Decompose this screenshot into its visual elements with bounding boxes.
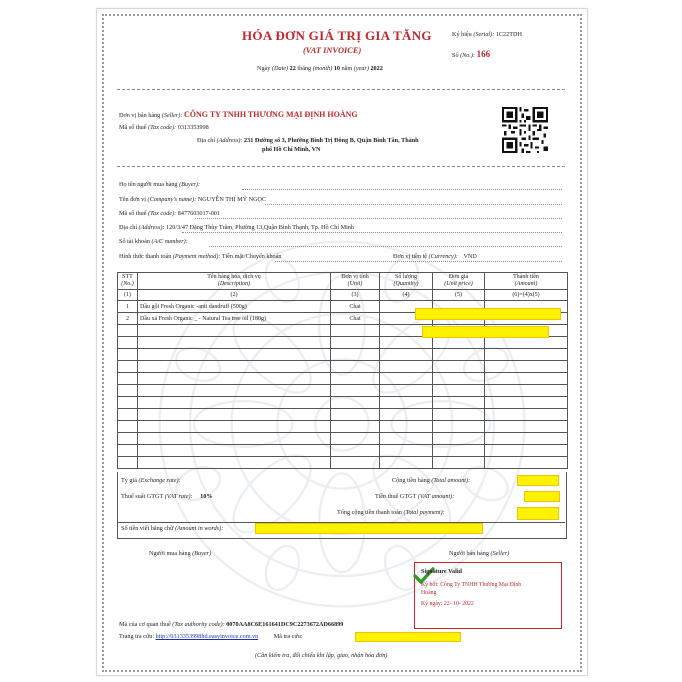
- buyer-account-row: Số tài khoản (A/C number):: [119, 238, 188, 245]
- column-header: Thành tiền (Amount): [485, 273, 568, 290]
- amount-in-words-row: Số tiền viết bằng chữ (Amount in words):: [121, 525, 224, 532]
- buyer-account-dotline: [209, 246, 562, 247]
- vat-rate: 10%: [200, 493, 213, 500]
- total-payment-row: Tổng cộng tiền thanh toán (Total payment):: [337, 509, 445, 516]
- buyer-company: NGUYỄN THỊ MỸ NGỌC: [197, 196, 267, 203]
- header-separator: [117, 89, 565, 90]
- qr-code-icon: [502, 107, 548, 153]
- redacted-total-payment: [517, 507, 559, 520]
- table-numbering-row: (1) (2) (3) (4) (5) (6)=(4)x(5): [118, 290, 568, 301]
- redacted-amount-row1: [415, 308, 561, 320]
- redacted-amount-row2: [422, 326, 549, 338]
- buyer-address-row: Địa chỉ (Address): 120/3/47 Đặng Thùy Trâm, Phường 13,Quận Bình Thạnh, Tp. Hồ Chí Minh: [119, 224, 354, 231]
- invoice-paper: [96, 8, 588, 676]
- payment-method-row: Hình thức thanh toán (Payment method): Tiền mặt/Chuyển khoản: [119, 253, 282, 260]
- table-row: 1 Dầu gội Fresh Organic -anti dandruff (500g) Chai: [118, 301, 568, 313]
- buyer-company-dotline: [265, 204, 562, 205]
- redacted-lookup-code: [355, 632, 461, 642]
- buyer-address-dotline: [182, 232, 562, 233]
- seller-name-row: Đơn vị bán hàng (Seller): CÔNG TY TNHH THƯƠNG MẠI ĐỊNH HOÀNG: [119, 110, 358, 119]
- seller-name: CÔNG TY TNHH THƯƠNG MẠI ĐỊNH HOÀNG: [183, 110, 358, 119]
- signature-date: Ký ngày: 22- 10- 2022: [421, 601, 474, 607]
- tax-authority-row: Mã của cơ quan thuế (Tax authority code): 0070AA8C6E161641DC9C2273672AD66899: [119, 621, 344, 628]
- buyer-signature-label: Người mua hàng (Buyer): [149, 550, 212, 557]
- invoice-year: 2022: [370, 65, 383, 72]
- column-header: STT (No.): [118, 273, 138, 290]
- seller-signature-label: Người bán hàng (Seller): [449, 550, 510, 557]
- items-table: [117, 272, 568, 469]
- invoice-serial: Ký hiệu (Serial): 1C22TDH: [452, 31, 522, 38]
- digital-signature-box: [414, 562, 562, 629]
- column-header: Tên hàng hóa, dịch vụ (Description): [138, 273, 331, 290]
- buyer-name-row: Họ tên người mua hàng (Buyer):: [119, 181, 201, 188]
- redacted-amount-in-words: [255, 523, 483, 534]
- invoice-number: Số (No.): 166: [452, 49, 491, 59]
- total-amount-row: Cộng tiền hàng (Total amount):: [392, 477, 471, 484]
- invoice-date-line: Ngày (Date) 22 tháng (month) 10 năm (year) 2022: [257, 65, 383, 72]
- verification-note: (Cần kiểm tra, đối chiếu khi lập, giao, nhận hóa đơn): [255, 652, 388, 659]
- vat-amount-row: Tiền thuế GTGT (VAT amount):: [375, 493, 455, 500]
- seller-tax-code: 0313353998: [177, 124, 209, 131]
- table-row: 2 Dầu xả Fresh Organic _ - Natural Tea tree oil (180g) Chai: [118, 313, 568, 325]
- lookup-row: Trang tra cứu: http://0313353998hd.easyinvoice.com.vn Mã tra cứu:: [119, 633, 303, 640]
- vat-rate-row: Thuế suất GTGT (VAT rate): 10%: [121, 493, 213, 500]
- tax-authority-code: 0070AA8C6E161641DC9C2273672AD66899: [226, 621, 344, 628]
- invoice-subtitle: (VAT INVOICE): [303, 46, 362, 55]
- invoice-day: 22: [289, 65, 296, 72]
- buyer-tax-dotline: [195, 218, 562, 219]
- signature-valid-title: Signature Valid: [421, 568, 462, 575]
- column-header: Số lượng (Quantity): [380, 273, 433, 290]
- buyer-tax-code: 8477603017-001: [177, 210, 220, 217]
- redacted-vat-amount: [524, 491, 560, 502]
- signature-signer: Ký bởi: Công Ty TNHH Thương Mại Định Hoàng: [421, 582, 522, 596]
- buyer-company-row: Tên đơn vị (Company's name): NGUYỄN THỊ MỸ NGỌC: [119, 196, 267, 203]
- table-header-row: [118, 273, 568, 290]
- seller-separator: [117, 166, 565, 167]
- buyer-name-dotline: [242, 189, 562, 190]
- seller-tax-row: Mã số thuế (Tax code): 0313353998: [119, 124, 209, 131]
- redacted-total-amount: [517, 475, 559, 486]
- currency-row: Đơn vị tiền tệ (Currency): VND: [393, 253, 477, 260]
- buyer-address: 120/3/47 Đặng Thùy Trâm, Phường 13,Quận Bình Thạnh, Tp. Hồ Chí Minh: [166, 224, 354, 231]
- invoice-title: HÓA ĐƠN GIÁ TRỊ GIA TĂNG: [242, 28, 432, 43]
- seller-address-row: Địa chỉ (Address): 231 Đường số 3, Phường Bình Trị Đông B, Quận Bình Tân, Thành phố Hồ Chí Minh, VN: [197, 137, 419, 153]
- currency: VND: [463, 253, 477, 260]
- payment-method: Tiền mặt/Chuyển khoản: [221, 253, 282, 260]
- column-header: Đơn giá (Unit price): [433, 273, 485, 290]
- column-header: Đơn vị tính (Unit): [331, 273, 380, 290]
- payment-dotline: [275, 261, 562, 262]
- buyer-tax-row: Mã số thuế (Tax code): 8477603017-001: [119, 210, 220, 217]
- lookup-url-link[interactable]: http://0313353998hd.easyinvoice.com.vn: [155, 633, 259, 640]
- exchange-rate-row: Tỷ giá (Exchange rate):: [121, 477, 181, 484]
- invoice-month: 10: [333, 65, 341, 72]
